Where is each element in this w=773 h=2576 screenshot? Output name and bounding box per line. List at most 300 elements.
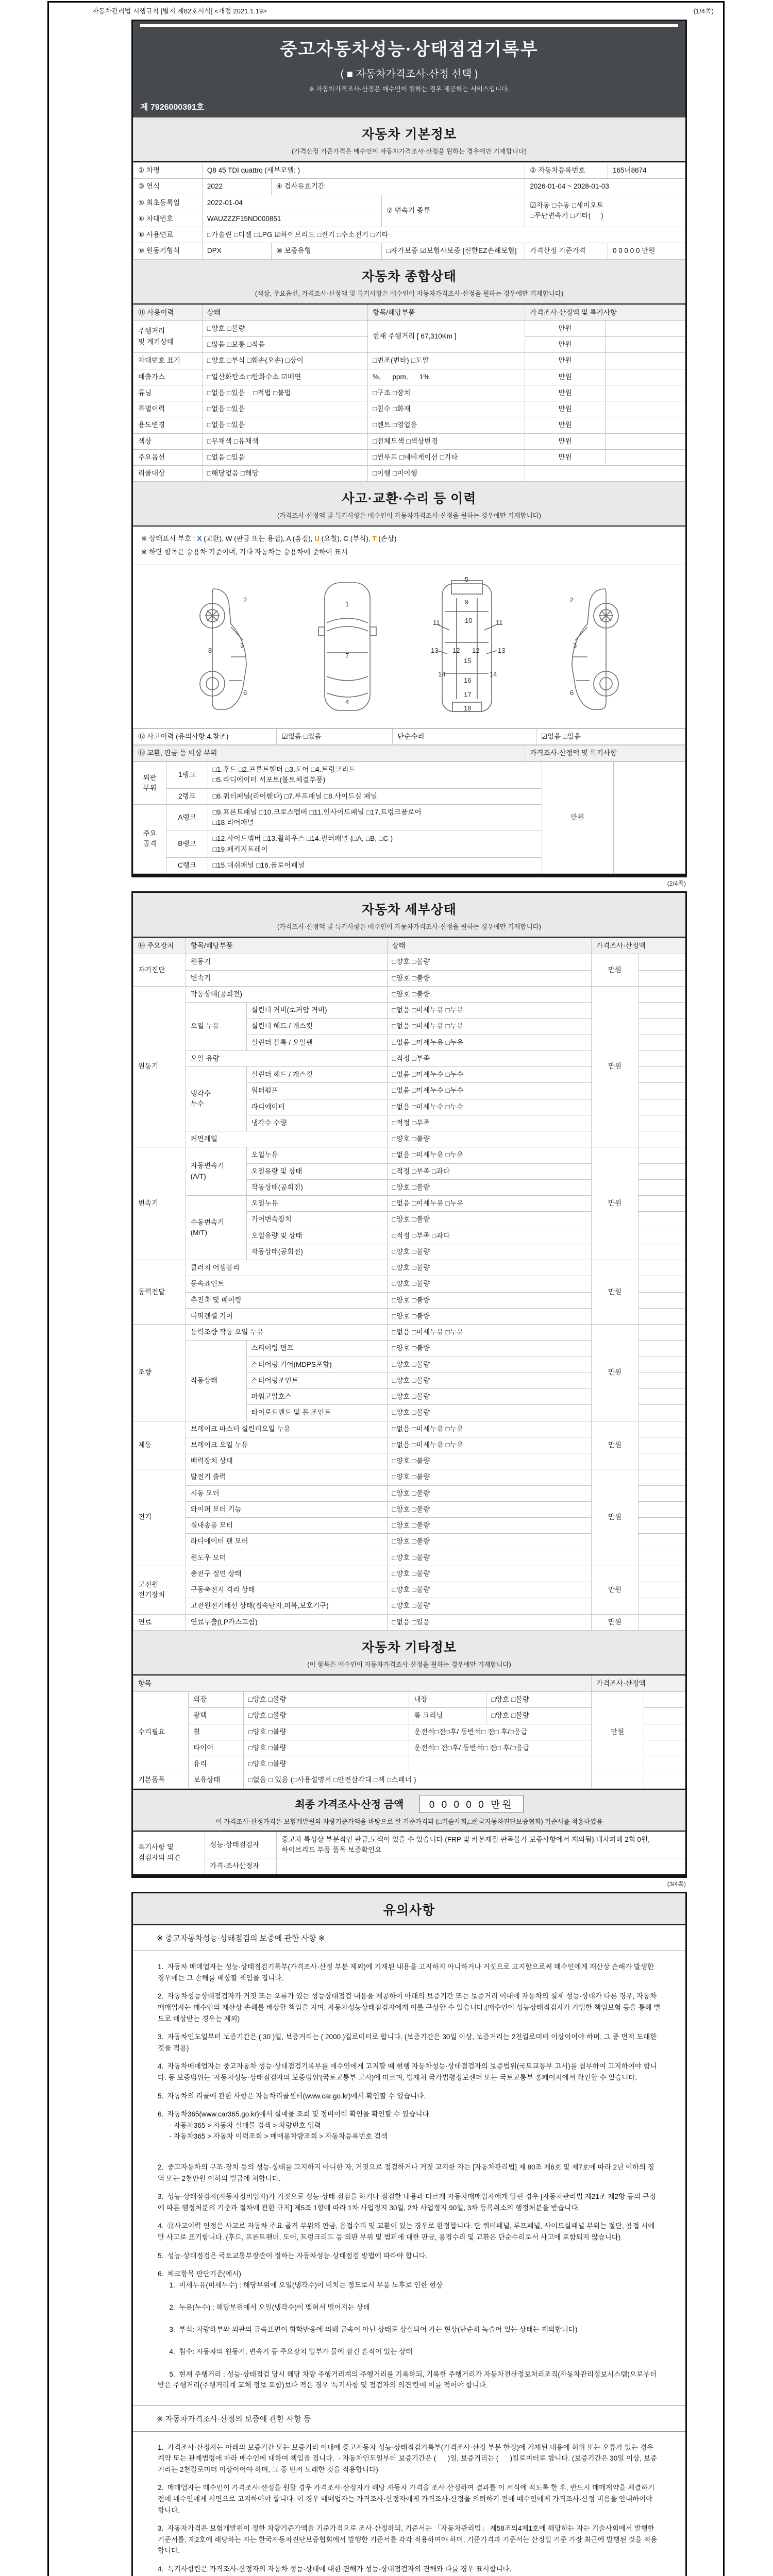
table-cell: 오일유량 및 상태 [246, 1163, 387, 1179]
table-row [133, 938, 685, 954]
table-cell: □없음 □있음 [387, 1614, 591, 1630]
table-cell: □많음 □보통 □적음 [202, 337, 367, 353]
table-cell [638, 1099, 685, 1115]
section-note: (가격조사·산정액 및 특기사항은 매수인이 자동차가격조사·산정을 원하는 경우에만 기재합니다) [277, 512, 541, 520]
table-cell: ⑧ 사용연료 [133, 227, 203, 243]
car-side-right-diagram [547, 575, 625, 720]
detail-condition-table [133, 938, 685, 1631]
table-cell: □없음 □있음 [202, 449, 367, 465]
table-cell: 오일누유 [246, 1147, 387, 1163]
table-cell: □없음 □미세누수 □누수 [387, 1099, 591, 1115]
table-cell [638, 1260, 685, 1276]
table-cell [638, 1163, 685, 1179]
unit-cell: 만원 [525, 369, 605, 385]
table-cell [644, 1740, 685, 1756]
svg-text:7: 7 [345, 651, 349, 659]
table-cell [605, 417, 685, 433]
table-cell: □가솔린 □디젤 □LPG ☑하이브리드 □전기 □수소전기 □기타 [202, 227, 685, 243]
table-cell: 라디에이터 [246, 1099, 387, 1115]
table-row [133, 1614, 685, 1630]
table-row [133, 401, 685, 417]
table-row [133, 1469, 685, 1485]
table-cell [644, 1772, 685, 1788]
table-cell: 브레이크 마스터 실린더오일 누유 [186, 1421, 387, 1437]
table-cell [638, 1308, 685, 1324]
table-cell: □일산화탄소 □탄화수소 ☑매연 [202, 369, 367, 385]
final-price-label: 최종 가격조사·산정 금액 [295, 1799, 404, 1810]
state-code-legend [133, 527, 685, 565]
table-cell: □양호 □불량 [387, 1518, 591, 1534]
table-cell: 2랭크 [166, 788, 208, 804]
table-row [133, 745, 685, 761]
basic-info-table [133, 162, 685, 260]
section-accident-history [133, 482, 685, 527]
table-cell: 실내송풍 모터 [186, 1518, 387, 1534]
table-cell [638, 1035, 685, 1050]
page-indicator-1: (1/4쪽) [693, 7, 714, 15]
table-row [133, 1858, 685, 1874]
table-cell: □양호 □불량 [387, 1212, 591, 1228]
table-cell [409, 1756, 591, 1772]
unit-cell: 만원 [591, 1260, 638, 1325]
table-cell: 냉각수 누수 [186, 1067, 246, 1131]
section-title: 사고·교환·수리 등 이력 [342, 492, 477, 506]
table-cell: 동력전달 [133, 1260, 186, 1325]
table-cell: 단순수리 [393, 728, 536, 744]
table-cell: 수리필요 [133, 1692, 189, 1772]
svg-text:6: 6 [570, 688, 574, 697]
table-cell: 와이퍼 모터 기능 [186, 1501, 387, 1517]
table-cell: WAUZZZF15ND000851 [202, 211, 381, 227]
table-cell: 중고차 특성상 부분적인 판금,도색이 있을 수 있습니다.(FRP 및 카본재질 판독불가 보증사항에서 제외됨).내차피해 2회 0원,하이브리드 부품 품목 보증확인요 [277, 1832, 685, 1858]
table-row [133, 1566, 685, 1582]
table-cell: 원동기 [186, 954, 387, 970]
table-row [133, 762, 685, 789]
car-side-left-diagram [194, 575, 271, 720]
section-notice [133, 1893, 685, 1925]
band-stripe [140, 24, 678, 27]
table-cell [638, 1389, 685, 1405]
code-t: T [372, 535, 377, 543]
svg-text:13: 13 [498, 646, 506, 654]
table-cell: □렌트 □영업용 [368, 417, 525, 433]
svg-text:17: 17 [464, 690, 472, 699]
svg-text:2: 2 [570, 596, 574, 604]
notice-item: 6. 체크항목 판단기준(예시) 1. 미세누유(미세누수) : 해당부위에 오일(냉각수)이 비치는 정도로서 부품 노후로 인한 현상 2. 누유(누수) : 해당부위에서 오일(냉각수)이 맺혀서 떨어지는 상태 3. 부식: 차량하부와 외판의 금속표면이 화학반응에 의해 금속이 아닌 상태로 상실되어 가는 현상(단순히 녹슬어 있는 상태는 제외합니다) 4. 침수: 자동차의 원동기, 변속기 등 주요장치 일부가 물에 잠긴 흔적이 있는 상태 5. 현재 주행거리 : 성능·상태점검 당시 해당 차량 주행거리계의 주행거리를 기록하되, 기록한 주행거리가 자동차전산정보처리조직(자동차관리정보시스템)으로부터 받은 주행거리(주행거리계 교체 정보 포함)보다 적은 경우 '특기사항 및 점검자의 의견'란에 이를 적어야 합니다. [158, 2270, 659, 2389]
section-note: (가격조사·산정액 및 특기사항은 매수인이 자동차가격조사·산정을 원하는 경우에만 기재합니다) [277, 923, 541, 931]
table-row [133, 227, 685, 243]
table-cell [638, 1598, 685, 1614]
table-cell: □적정 □부족 □과다 [387, 1228, 591, 1244]
table-cell: 룸 크리닝 [409, 1708, 486, 1724]
document-subtitle: ( ■ 자동차가격조사·산정 선택 ) [340, 69, 478, 80]
table-cell: 실린더 블록 / 오일팬 [246, 1035, 387, 1050]
table-cell: 실린더 커버(로커암 커버) [246, 1003, 387, 1019]
section-overall-condition [133, 260, 685, 304]
table-row [133, 1832, 685, 1858]
table-cell: □양호 □불량 [387, 1292, 591, 1308]
table-cell: □양호 □불량 [387, 1372, 591, 1388]
table-cell: 조향 [133, 1325, 186, 1421]
header-cell: 항목 [133, 1675, 592, 1691]
table-cell: ② 자동차등록번호 [525, 163, 608, 179]
unit-cell: 만원 [542, 762, 613, 874]
table-cell [605, 369, 685, 385]
table-cell: □9.프론트패널 □10.크로스멤버 □11.인사이드패널 □17.트렁크플로어 □18.리어패널 [208, 804, 542, 831]
table-cell: 운전석□전□후/ 동반석□ 전□ 후/□응급 [409, 1724, 591, 1740]
table-cell: ⑥ 차대번호 [133, 211, 203, 227]
code-u: U [314, 535, 320, 543]
table-row [133, 353, 685, 369]
table-cell: □전체도색 □색상변경 [368, 433, 525, 449]
table-cell: □양호 □불량 [387, 1389, 591, 1405]
table-cell: □양호 □불량 [387, 1485, 591, 1501]
unit-cell: 만원 [591, 1692, 644, 1772]
table-cell [638, 1276, 685, 1292]
table-cell: 2022 [202, 179, 271, 195]
header-cell: 상태 [387, 938, 591, 954]
table-cell: %, ppm, 1% [368, 369, 525, 385]
table-cell: □양호 □부식 □훼손(오손) □상이 [202, 353, 367, 369]
svg-text:1: 1 [345, 600, 349, 608]
page-indicator-2: (2/4쪽) [667, 880, 686, 888]
table-cell [605, 320, 685, 336]
document-title-band [133, 21, 685, 117]
svg-text:14: 14 [490, 670, 497, 678]
table-cell: 냉각수 수량 [246, 1115, 387, 1131]
table-cell [644, 1756, 685, 1772]
svg-text:11: 11 [433, 618, 440, 626]
table-cell: 오일 누유 [186, 1003, 246, 1051]
table-cell [644, 1692, 685, 1708]
table-cell [638, 1115, 685, 1131]
table-cell: □양호 □불량 [387, 970, 591, 986]
table-cell: ⑩ 보증유형 [271, 243, 381, 259]
unit-cell: 만원 [591, 1147, 638, 1260]
table-cell: □양호 □불량 [244, 1756, 409, 1772]
table-cell: 제동 [133, 1421, 186, 1469]
table-cell: 오일 유량 [186, 1050, 387, 1066]
table-cell: 전기 [133, 1469, 186, 1566]
page-2 [131, 891, 687, 1878]
svg-text:2: 2 [243, 596, 247, 604]
table-cell: □양호 □불량 [387, 1566, 591, 1582]
notice-item: 3. 자동차가격은 보험개발원이 정한 차량기준가액을 기준가격으로 조사·산정하되, 기준서는 「자동차관리법」 제58조의4제1호에 해당하는 자는 기술사회에서 발행한 기준서를, 제2호에 해당하는 자는 한국자동차진단보증협회에서 발행한 기준서를 각각 적용하여야 하며, 기준가격과 기준서는 산정일 기준 가장 최근에 발행된 것을 적용합니다. [158, 2524, 658, 2555]
unit-cell: 만원 [591, 1614, 638, 1630]
table-row [133, 1260, 685, 1276]
table-cell: □썬루프 □네비게이션 □기타 [368, 449, 525, 465]
table-cell [591, 1772, 644, 1788]
notice-item: 4. 자동차매매업자는 중고자동차 성능·상태점검기록부를 매수인에게 고지할 때 현행 자동차성능·상태점검자의 보증범위(국토교통부 고시)를 첨부하여 고지하여야 합니다. 동 보증범위는 '자동차성능·상태점검자의 보증범위'(국토교통부 고시)에 따르며, 법제처 국가법령정보센터 또는 국토교통부 홈페이지에서 확인할 수 있습니다. [158, 2062, 657, 2082]
table-cell: 충전구 절연 상태 [186, 1566, 387, 1582]
notice-part2-title: ※ 자동차가격조사·산정의 보증에 관한 사항 등 [133, 2405, 685, 2432]
table-cell: B랭크 [166, 831, 208, 858]
table-row [133, 986, 685, 1002]
header-cell: 항목/해당부품 [368, 304, 525, 320]
table-cell: 발전기 출력 [186, 1469, 387, 1485]
table-cell: 자기진단 [133, 954, 186, 987]
table-cell: □양호 □불량 [244, 1724, 409, 1740]
table-row [133, 728, 685, 744]
table-cell [638, 1050, 685, 1066]
unit-cell: 만원 [591, 1325, 638, 1421]
table-cell [277, 1858, 685, 1874]
table-cell: ⑤ 최초등록일 [133, 195, 203, 211]
table-cell [638, 1357, 685, 1372]
table-cell: 배출가스 [133, 369, 203, 385]
table-cell [644, 1708, 685, 1724]
table-row [133, 954, 685, 970]
table-cell: ⑦ 변속기 종류 [381, 195, 525, 227]
table-cell: 작동상태 [186, 1341, 246, 1421]
svg-text:12: 12 [452, 646, 460, 654]
svg-text:10: 10 [465, 616, 473, 624]
notice-item: 5. 자동차의 리콜에 관한 사항은 자동차리콜센터(www.car.go.kr)에서 확인할 수 있습니다. [158, 2092, 426, 2100]
table-cell: □해당없음 □해당 [202, 466, 367, 482]
table-cell: 타이로드엔드 및 볼 조인트 [246, 1405, 387, 1421]
table-cell: 오일누유 [246, 1196, 387, 1212]
table-cell: □없음 □미세누유 □누유 [387, 1019, 591, 1035]
notice-item: 4. ⑫사고이력 인정은 사고로 자동차 주요 골격 부위의 판금, 용접수리 및 교환이 있는 경우로 한정합니다. 단 쿼터패널, 루프패널, 사이드실패널 부위는 절단, 용접 시에만 사고로 표기합니다. (후드, 프론트펜더, 도어, 트렁크리드 등 외판 부위 및 범퍼에 대한 판금, 용접수리 및 교환은 단순수리로서 사고에 포함되지 않습니다) [158, 2222, 655, 2241]
table-cell [638, 1421, 685, 1437]
table-cell: 주요 골격 [133, 804, 166, 873]
svg-text:13: 13 [431, 646, 439, 654]
notice-list-2 [133, 2151, 685, 2400]
table-row [133, 466, 685, 482]
table-cell: □양호 □불량 [244, 1740, 409, 1756]
table-cell: 파워고압호스 [246, 1389, 387, 1405]
table-cell [605, 433, 685, 449]
table-cell [605, 449, 685, 465]
table-cell: 외판 부위 [133, 762, 166, 805]
section-title: 자동차 종합상태 [362, 269, 457, 284]
final-price-note: 이 가격조사·산정가격은 보험개발원의 차량기준가액을 바탕으로 한 기준가격과 (□기술사회,□한국자동차진단보증협회) 기준서를 적용하였음 [215, 1818, 603, 1825]
table-cell [638, 1067, 685, 1083]
header-cell: 항목/해당부품 [186, 938, 387, 954]
table-cell: □양호 □불량 [387, 1179, 591, 1195]
table-cell: □적정 □부족 □과다 [387, 1163, 591, 1179]
table-cell: 유리 [189, 1756, 244, 1772]
svg-text:8: 8 [208, 646, 212, 654]
table-cell: ④ 검사유효기간 [271, 179, 525, 195]
table-cell [638, 1501, 685, 1517]
table-cell: □무채색 □유채색 [202, 433, 367, 449]
table-cell: 시동 모터 [186, 1485, 387, 1501]
exchange-repair-header [133, 745, 685, 761]
table-cell: □없음 □미세누유 □누유 [387, 1147, 591, 1163]
svg-text:15: 15 [464, 656, 472, 665]
table-cell: 작동상태(공회전) [246, 1244, 387, 1260]
notice-list-1 [133, 1951, 685, 2151]
table-cell: □양호 □불량 [387, 1244, 591, 1260]
table-cell: 원동기 [133, 986, 186, 1147]
table-cell: 연료누출(LP가스포함) [186, 1614, 387, 1630]
table-row [133, 1772, 685, 1788]
notice-item: 3. 자동차인도일부터 보증기간은 ( 30 )일, 보증거리는 ( 2000 )킬로미터로 합니다. (보증기간은 30일 이상, 보증거리는 2천킬로미터 이상이어야 하며, 그 중 먼저 도래한 것을 적용) [158, 2033, 659, 2052]
table-cell [605, 353, 685, 369]
table-cell: 2026-01-04 ~ 2028-01-03 [525, 179, 685, 195]
table-cell: □없음 □미세누수 □누수 [387, 1067, 591, 1083]
table-cell: □양호 □불량 [387, 1357, 591, 1372]
header-cell: ⑬ 교환, 판금 등 이상 부위 [133, 745, 525, 761]
header-cell: ⑪ 사용이력 [133, 304, 203, 320]
table-cell: 변속기 [133, 1147, 186, 1260]
table-cell: □양호 □불량 [387, 1469, 591, 1485]
table-cell [638, 1582, 685, 1598]
table-cell: 워터펌프 [246, 1083, 387, 1099]
table-cell [638, 986, 685, 1002]
table-cell: 고전원전기배선 상태(접속단자,피복,보호기구) [186, 1598, 387, 1614]
notice-item: 2. 중고자동차의 구조·장치 등의 성능·상태를 고지하지 아니한 자, 거짓으로 점검하거나 거짓 고지한 자는 [자동차관리법] 제 80조 제6호 및 제7호에 따라 2년 이하의 징역 또는 2천만원 이하의 벌금에 처합니다. [158, 2163, 654, 2182]
table-cell: 1랭크 [166, 762, 208, 789]
table-cell [638, 1147, 685, 1163]
table-cell: 윈도우 모터 [186, 1550, 387, 1566]
table-cell: □양호 □불량 [244, 1708, 409, 1724]
table-cell [638, 1292, 685, 1308]
table-cell: 라디에이터 팬 모터 [186, 1534, 387, 1550]
table-cell [605, 385, 685, 401]
page-3 [131, 1892, 687, 2576]
section-basic-info [133, 117, 685, 162]
table-cell: Q8 45 TDI quattro (세부모델: ) [202, 163, 525, 179]
header-cell: 가격조사·산정액 [591, 1675, 685, 1691]
table-cell: □양호 □불량 [387, 1308, 591, 1324]
document-note: ※ 자동차가격조사·산정은 매수인이 원하는 경우 제공하는 서비스입니다. [309, 86, 510, 93]
table-cell: □15.대쉬패널 □16.플로어패널 [208, 857, 542, 873]
table-row [133, 385, 685, 401]
table-cell: 보유상태 [189, 1772, 244, 1788]
table-cell [638, 970, 685, 986]
svg-text:4: 4 [345, 698, 349, 706]
table-cell [638, 1196, 685, 1212]
table-cell: □양호 □불량 [387, 1341, 591, 1357]
table-cell: 주요옵션 [133, 449, 203, 465]
other-info-table [133, 1675, 685, 1789]
section-note: (색상, 주요옵션, 가격조사·산정액 및 특기사항은 매수인이 자동차가격조사·산정을 원하는 경우에만 기재합니다) [255, 290, 564, 297]
notice-part1-title: ※ 중고자동차성능·상태점검의 보증에 관한 사항 ※ [133, 1925, 685, 1951]
inspector-remarks-table [133, 1832, 685, 1875]
table-cell: 가격산정 기준가격 [525, 243, 608, 259]
table-cell [638, 1469, 685, 1485]
unit-cell: 만원 [525, 449, 605, 465]
notice-item: 1. 자동차 매매업자는 성능·상태점검기록부(가격조사·산정 부분 제외)에 기재된 내용을 고지하지 아니하거나 거짓으로 고지함으로써 매수인에게 재산상 손해가 발생한 경우에는 그 손해를 배상할 책임을 집니다. [158, 1963, 656, 1982]
table-cell: 광택 [189, 1708, 244, 1724]
unit-cell: 만원 [525, 433, 605, 449]
table-cell: □없음 □미세누유 □누유 [387, 1325, 591, 1341]
table-cell: □양호 □불량 [387, 1405, 591, 1421]
table-row [133, 195, 685, 211]
unit-cell: 만원 [591, 1566, 638, 1614]
table-cell [525, 466, 685, 482]
unit-cell: 만원 [525, 417, 605, 433]
table-cell: 0 0 0 0 0 만원 [608, 243, 685, 259]
table-cell: ⑨ 원동기형식 [133, 243, 203, 259]
table-cell: □양호 □불량 [486, 1692, 591, 1708]
table-cell: 운전석□ 전□후/ 동반석□ 전□ 후/□응급 [409, 1740, 591, 1756]
notice-item: 4. 특기사항란은 가격조사·산정자의 자동차 성능·상태에 대한 견해가 성능·상태점검자의 견해와 다를 경우 표시합니다. [158, 2565, 512, 2573]
table-cell [638, 954, 685, 970]
table-cell: 디퍼렌셜 기어 [186, 1308, 387, 1324]
table-cell: 특별이력 [133, 401, 203, 417]
document-number: 제 7926000391호 [140, 103, 205, 112]
table-cell: ☑없음 □있음 [277, 728, 393, 744]
svg-text:16: 16 [464, 676, 472, 684]
table-cell [605, 337, 685, 353]
table-row [133, 1421, 685, 1437]
panel-rank-table [133, 761, 685, 874]
table-cell: 추진축 및 베어링 [186, 1292, 387, 1308]
table-cell: □없음 □있음 [202, 417, 367, 433]
notice-item: 2. 자동차성능상태점검자가 거짓 또는 오류가 있는 성능상태점검 내용을 제공하여 아래의 보증기간 또는 보증거리 이내에 자동차의 실제 성능·상태가 다른 경우, 자동차매매업자는 매수인의 재산상 손해를 배상할 책임을 지며, 자동차성능상태점검자에게 이를 구상할 수 있습니다.(매수인이 성능상태점검자가 가입한 책임보험 등을 통해 별도로 배상받는 경우는 제외) [158, 1992, 661, 2023]
table-cell: □양호 □불량 [387, 1550, 591, 1566]
table-cell: 차대번호 표기 [133, 353, 203, 369]
unit-cell: 만원 [591, 1469, 638, 1566]
overall-condition-table [133, 304, 685, 482]
table-cell [638, 1534, 685, 1550]
header-cell: ⑭ 주요장치 [133, 938, 186, 954]
section-detail-condition [133, 893, 685, 938]
header-cell: 가격조사·산정액 [591, 938, 685, 954]
table-cell [638, 1550, 685, 1566]
final-price-value: 0 0 0 0 0 만원 [419, 1795, 524, 1813]
table-cell [638, 1083, 685, 1099]
table-cell: □12.사이드멤버 □13.휠하우스 □14.필러패널 (□A, □B, □C ) □19.패키지트레이 [208, 831, 542, 858]
table-cell: 등속죠인트 [186, 1276, 387, 1292]
svg-text:5: 5 [465, 575, 469, 583]
table-row [133, 1147, 685, 1163]
table-cell: 변속기 [186, 970, 387, 986]
table-row [133, 163, 685, 179]
table-cell: 165너8674 [608, 163, 685, 179]
table-cell: ☑없음 □있음 [536, 728, 685, 744]
unit-cell: 만원 [525, 337, 605, 353]
table-cell: □없음 □미세누유 □누유 [387, 1196, 591, 1212]
form-header [49, 3, 723, 18]
table-cell: □양호 □불량 [387, 1453, 591, 1469]
table-cell: 오일유량 및 상태 [246, 1228, 387, 1244]
table-cell: □양호 □불량 [387, 1534, 591, 1550]
table-cell: 색상 [133, 433, 203, 449]
unit-cell: 만원 [591, 986, 638, 1147]
table-cell: 기본품목 [133, 1772, 189, 1788]
table-row [133, 1325, 685, 1341]
legend-line-1: ※ 상태표시 부호 : X (교환), W (판금 또는 용접), A (흠집), U (요철), C (부식), T (손상) [141, 535, 397, 543]
svg-text:18: 18 [464, 704, 472, 712]
table-row [133, 179, 685, 195]
table-cell: C랭크 [166, 857, 208, 873]
table-cell [613, 762, 685, 874]
table-cell: 클러치 어셈블리 [186, 1260, 387, 1276]
header-cell: 상태 [202, 304, 367, 320]
notice-item: 1. 가격조사·산정자는 아래의 보증기간 또는 보증거리 이내에 중고자동차 성능·상태점검기록부(가격조사·산정 부분 한정)에 기재된 내용에 허위 또는 오류가 있는 경우 계약 또는 관계법령에 따라 매수인에 대하여 책임을 집니다. · 자동차인도일부터 보증기간은 ( )일, 보증거리는 ( )킬로미터로 합니다. (보증기간은 30일 이상, 보증거리는 2천킬로미터 이상이어야 하며, 그 중 먼저 도래한 것을 적용합니다) [158, 2443, 657, 2473]
table-row [133, 320, 685, 336]
unit-cell: 만원 [591, 954, 638, 987]
table-cell: A랭크 [166, 804, 208, 831]
table-cell [638, 1244, 685, 1260]
table-row [133, 1692, 685, 1708]
table-cell: 구동축전지 격리 상태 [186, 1582, 387, 1598]
section-title: 자동차 기타정보 [362, 1640, 457, 1655]
section-other-info [133, 1631, 685, 1675]
table-cell: □양호 □불량 [387, 1501, 591, 1517]
section-note: (이 항목은 매수인이 자동차가격조사·산정을 원하는 경우에만 기재합니다) [307, 1660, 511, 1668]
table-cell: □양호 □불량 [244, 1692, 409, 1708]
table-cell: 특기사항 및 점검자의 의견 [133, 1832, 205, 1874]
table-cell: □양호 □불량 [486, 1708, 591, 1724]
svg-text:9: 9 [465, 598, 469, 606]
table-cell: ☑자동 □수동 □세미오토 □무단변속기 □기타( ) [525, 195, 685, 227]
table-cell: 내장 [409, 1692, 486, 1708]
